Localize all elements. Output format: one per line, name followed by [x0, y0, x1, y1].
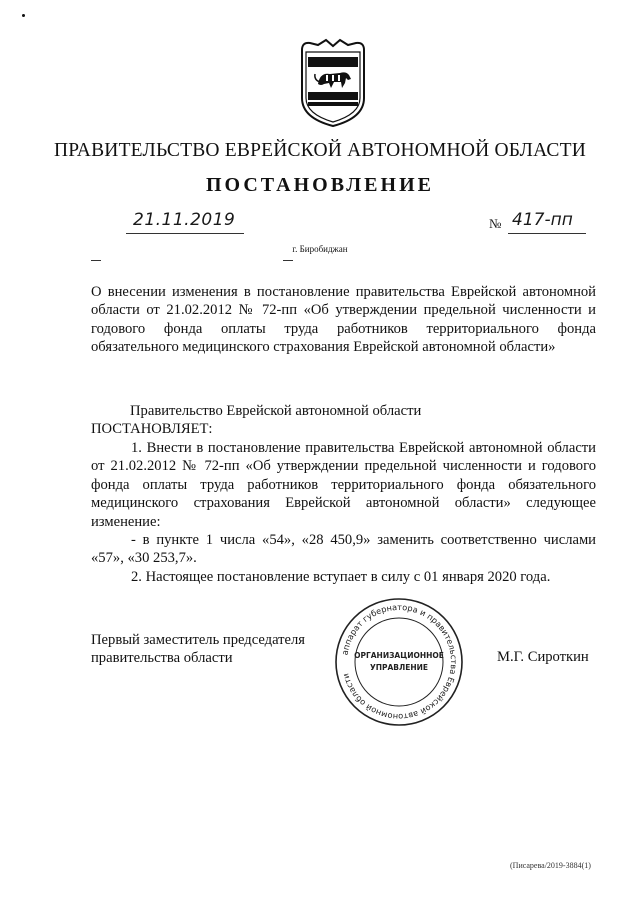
preamble: Правительство Еврейской автономной области — [130, 403, 422, 419]
document-date: 21.11.2019 — [133, 210, 236, 230]
stamp-center-line-1: ОРГАНИЗАЦИОННОЕ — [354, 651, 444, 660]
decree-items — [91, 439, 596, 586]
stamp-center-line-2: УПРАВЛЕНИЕ — [369, 663, 429, 672]
government-title: ПРАВИТЕЛЬСТВО ЕВРЕЙСКОЙ АВТОНОМНОЙ ОБЛАСТИ — [53, 140, 587, 161]
position-line-2: правительства области — [91, 650, 233, 666]
stamp-ring-text: аппарат губернатора и правительства Еврейской автономной области — [339, 601, 460, 723]
speck — [22, 14, 25, 17]
city: г. Биробиджан — [292, 244, 348, 254]
item-2: 2. Настоящее постановление вступает в силу с 01 января 2020 года. — [131, 568, 551, 585]
signatory-position — [91, 631, 305, 667]
document-subject: О внесении изменения в постановление правительства Еврейской автономной области от 21.02.2012 № 72-пп «Об утверждении предельной численности и годового фонда оплаты труда работников территориального фонда обязательного медицинского страхования Еврейской автономной области» — [91, 284, 596, 356]
document-number: 417-пп — [512, 210, 573, 230]
subject-bracket-left — [91, 260, 101, 267]
position-line-1: Первый заместитель председателя — [91, 632, 306, 648]
item-1-subitem: - в пункте 1 числа «54», «28 450,9» заменить соответственно числами «57», «30 253,7». — [91, 532, 596, 567]
number-underline — [508, 233, 586, 234]
signatory-name: М.Г. Сироткин — [497, 649, 589, 665]
footer-code: (Писарева/2019-3884(1) — [510, 861, 591, 870]
decree-word: ПОСТАНОВЛЯЕТ: — [91, 421, 213, 437]
number-label: № — [489, 216, 502, 231]
svg-text:аппарат губернатора и правител — [339, 602, 459, 722]
subject-bracket-right — [283, 260, 293, 267]
official-stamp — [333, 596, 465, 728]
date-underline — [126, 233, 244, 234]
coat-of-arms-icon — [296, 36, 370, 130]
document-type: ПОСТАНОВЛЕНИЕ — [206, 174, 434, 196]
item-1: 1. Внести в постановление правительства Еврейской автономной области от 21.02.2012 № 72-пп «Об утверждении предельной численности и годового фонда оплаты труда работников территориального фонда обязательного медицинского страхования Еврейской автономной области» следующее изменение: — [91, 440, 596, 530]
